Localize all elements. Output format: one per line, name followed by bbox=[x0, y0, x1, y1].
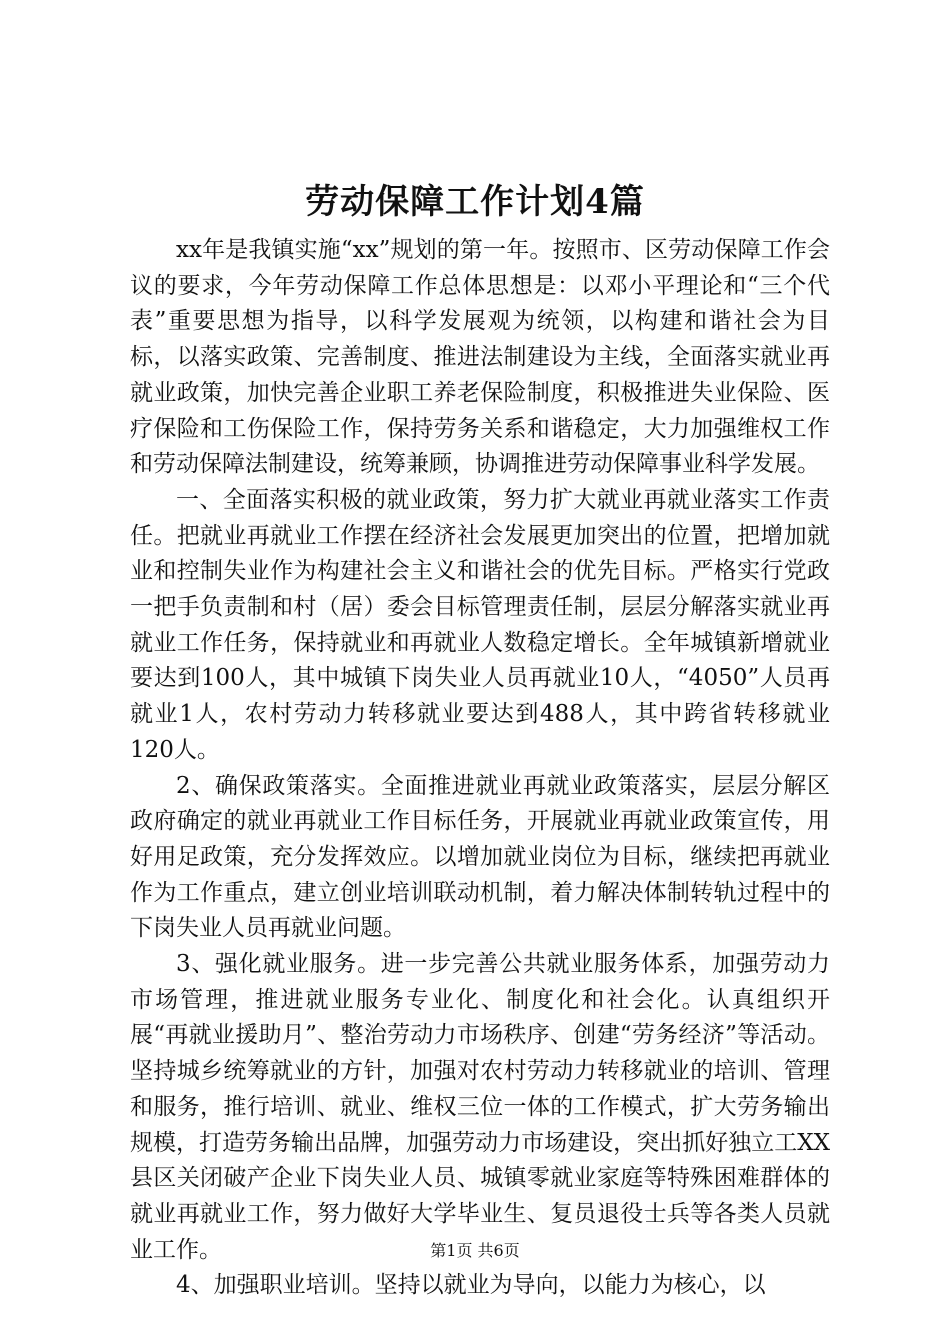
page-number: 第1页 共6页 bbox=[430, 1241, 520, 1260]
paragraph-section-3: 3、强化就业服务。进一步完善公共就业服务体系，加强劳动力市场管理，推进就业服务专业化、制度化和社会化。认真组织开展“再就业援助月”、整治劳动力市场秩序、创建“劳务经济”等活动。坚持城乡统筹就业的方针，加强对农村劳动力转移就业的培训、管理和服务，推行培训、就业、维权三位一体的工作模式，扩大劳务输出规模，打造劳务输出品牌，加强劳动力市场建设，突出抓好独立工XX县区关闭破产企业下岗失业人员、城镇零就业家庭等特殊困难群体的就业再就业工作，努力做好大学毕业生、复员退役士兵等各类人员就业工作。 bbox=[130, 951, 830, 1263]
document-body bbox=[130, 233, 830, 1304]
paragraph-section-1: 一、全面落实积极的就业政策，努力扩大就业再就业落实工作责任。把就业再就业工作摆在经济社会发展更加突出的位置，把增加就业和控制失业作为构建社会主义和谐社会的优先目标。严格实行党政一把手负责制和村（居）委会目标管理责任制，层层分解落实就业再就业工作任务，保持就业和再就业人数稳定增长。全年城镇新增就业要达到100人，其中城镇下岗失业人员再就业10人，“4050”人员再就业1人，农村劳动力转移就业要达到488人，其中跨省转移就业120人。 bbox=[130, 486, 830, 763]
paragraph-section-4: 4、加强职业培训。坚持以就业为导向，以能力为核心，以 bbox=[176, 1272, 766, 1299]
paragraph-intro: xx年是我镇实施“xx”规划的第一年。按照市、区劳动保障工作会议的要求，今年劳动保障工作总体思想是：以邓小平理论和“三个代表”重要思想为指导，以科学发展观为统领，以构建和谐社会为目标，以落实政策、完善制度、推进法制建设为主线，全面落实就业再就业政策，加快完善企业职工养老保险制度，积极推进失业保险、医疗保险和工伤保险工作，保持劳务关系和谐稳定，大力加强维权工作和劳动保障法制建设，统筹兼顾，协调推进劳动保障事业科学发展。 bbox=[130, 237, 830, 478]
paragraph-section-2: 2、确保政策落实。全面推进就业再就业政策落实，层层分解区政府确定的就业再就业工作目标任务，开展就业再就业政策宣传，用好用足政策，充分发挥效应。以增加就业岗位为目标，继续把再就业作为工作重点，建立创业培训联动机制，着力解决体制转轨过程中的下岗失业人员再就业问题。 bbox=[130, 772, 830, 942]
document-title: 劳动保障工作计划4篇 bbox=[305, 182, 645, 222]
